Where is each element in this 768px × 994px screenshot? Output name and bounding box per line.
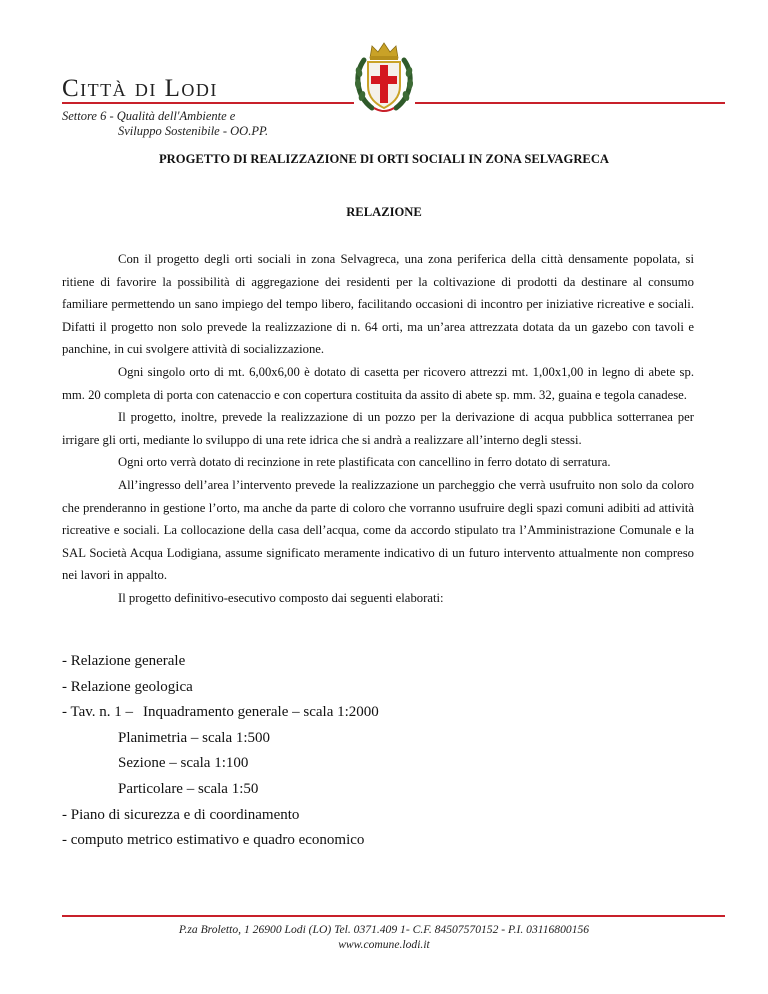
footer-website: www.comune.lodi.it [338, 938, 430, 951]
footer-address: P.za Broletto, 1 26900 Lodi (LO) Tel. 0371.409 1- C.F. 84507570152 - P.I. 03116800156 [178, 923, 590, 936]
tav-item: Particolare – scala 1:50 [118, 780, 259, 797]
paragraph: All’ingresso dell’area l’intervento prevede la realizzazione un parcheggio che verrà usufruito non solo da coloro che prenderanno in gestione l’orto, ma anche da parte di coloro che vorranno usufruire degli spazi comuni adibiti ad attività ricreative e sociali. La collocazione della casa dell’acqua, come da accordo stipulato tra l’Amministrazione Comunale e la SAL Società Acqua Lodigiana, assume significato meramente indicativo di un futuro intervento attualmente non compreso nei lavori in appalto. [62, 477, 694, 583]
city-name: Città di Lodi [62, 75, 218, 102]
list-item: - Relazione geologica [62, 678, 193, 695]
paragraph: Ogni singolo orto di mt. 6,00x6,00 è dotato di casetta per ricovero attrezzi mt. 1,00x1,00 in legno di abete sp. mm. 20 completa di porta con catenaccio e con copertura costituita da assito di abete sp. mm. 32, guaina e tegola canadese. [62, 364, 694, 402]
footer-rule [62, 915, 725, 917]
city-crest-icon [350, 38, 418, 116]
paragraph: Ogni orto verrà dotato di recinzione in rete plastificata con cancellino in ferro dotato di serratura. [118, 455, 611, 470]
tav-item: Sezione – scala 1:100 [118, 755, 249, 772]
section-title: RELAZIONE [346, 205, 422, 219]
header-rule-left [62, 102, 354, 104]
tav-prefix: - Tav. n. 1 – [62, 704, 134, 721]
sector-line-1: Settore 6 - Qualità dell'Ambiente e [62, 109, 236, 123]
tav-item: Inquadramento generale – scala 1:2000 [143, 704, 379, 721]
report-body [62, 248, 694, 610]
paragraph: Con il progetto degli orti sociali in zona Selvagreca, una zona periferica della città densamente popolata, si ritiene di favorire la possibilità di aggregazione dei residenti per la coltivazione di prodotti da destinare al consumo familiare permettendo un sano impiego del tempo libero, facilitando occasioni di incontro per iniziative ricreative e sociali. Difatti il progetto non solo prevede la realizzazione di n. 64 orti, ma un’area attrezzata dotata da un gazebo con tavoli e panchine, in cui svolgere attività di socializzazione. [62, 252, 694, 357]
list-item: - Relazione generale [62, 653, 186, 669]
paragraph: Il progetto definitivo-esecutivo composto dai seguenti elaborati: [118, 590, 444, 605]
deliverables-list [62, 649, 379, 854]
list-item: - Piano di sicurezza e di coordinamento [62, 806, 300, 823]
sector-info [62, 109, 268, 139]
tav-item: Planimetria – scala 1:500 [118, 729, 271, 746]
header-rule-right [415, 102, 725, 104]
project-title: PROGETTO DI REALIZZAZIONE DI ORTI SOCIALI IN ZONA SELVAGRECA [158, 152, 610, 166]
list-item [62, 700, 379, 726]
sector-line-2: Sviluppo Sostenibile - OO.PP. [118, 124, 269, 138]
list-item: - computo metrico estimativo e quadro economico [62, 832, 365, 849]
paragraph: Il progetto, inoltre, prevede la realizzazione di un pozzo per la derivazione di acqua pubblica sotterranea per irrigare gli orti, mediante lo sviluppo di una rete idrica che si andrà a realizzare all’interno degli stessi. [62, 410, 694, 447]
